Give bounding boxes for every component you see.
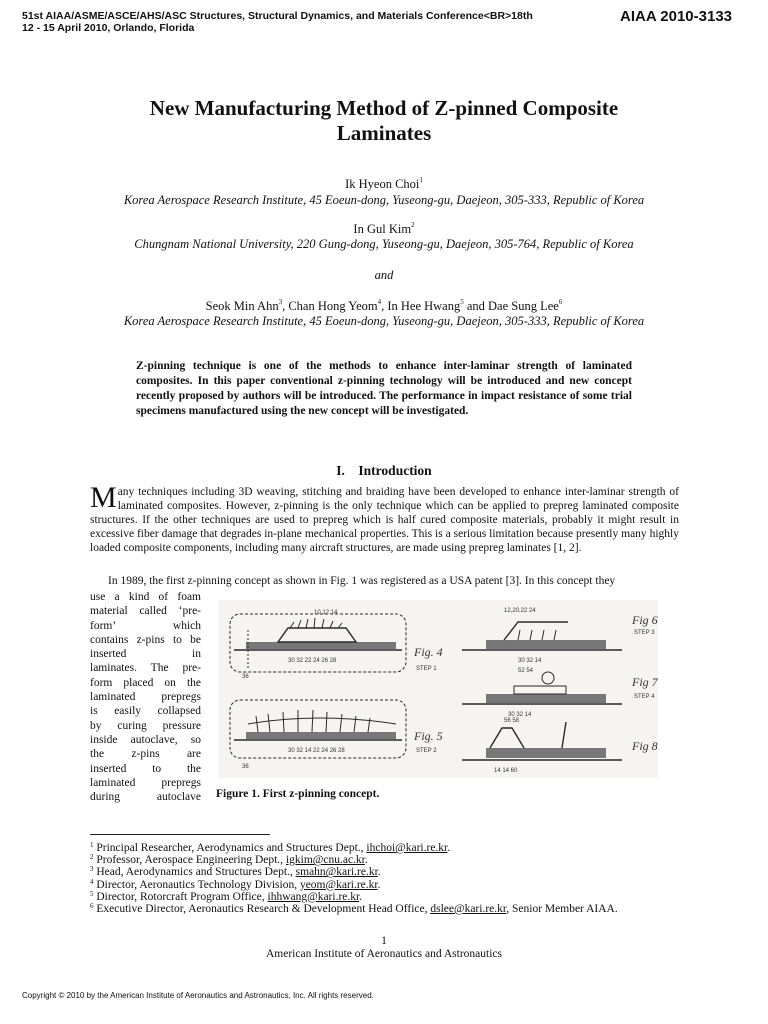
footnote-suffix: . [364, 854, 368, 867]
fig7-laminate [486, 694, 606, 703]
footnote-number: 3 [90, 865, 94, 874]
conference-header [22, 10, 533, 34]
author-2 [0, 222, 768, 237]
footnote-number: 4 [90, 877, 94, 886]
wrap-line: is easily collapsed [90, 705, 201, 718]
fig6-preform-peel [504, 622, 568, 640]
section-heading-introduction: I. Introduction [336, 463, 432, 478]
figure-1-patent-drawings [218, 600, 658, 778]
footnote-email-link[interactable]: ihchoi@kari.re.kr [366, 842, 448, 854]
author-6-name: and Dae Sung Lee [463, 299, 559, 313]
wrap-line: inserted to the [90, 762, 201, 775]
author-2-name: In Gul Kim [353, 222, 412, 236]
footnote-email-link[interactable]: ihhwang@kari.re.kr [267, 890, 360, 903]
paper-title [0, 96, 768, 146]
wrap-line: use a kind of foam [90, 591, 201, 603]
fig7-step: STEP 4 [634, 694, 655, 700]
fig5-step: STEP 2 [416, 748, 437, 754]
wrap-line: contains z-pins to be [90, 633, 201, 646]
intro-paragraph-1 [90, 481, 679, 556]
author-group-3-affiliation: Korea Aerospace Research Institute, 45 Eoeun-dong, Yuseong-gu, Daejeon, 305-333, Republic of Korea [123, 314, 645, 328]
author-6-sup: 6 [558, 298, 563, 306]
footnote-text: Principal Researcher, Aerodynamics and Structures Dept., [96, 842, 367, 854]
footnote-suffix: . [359, 890, 363, 903]
footnote-3 [90, 866, 618, 878]
wrap-line: laminates. The pre- [90, 662, 201, 675]
fig4-label-36: 36 [242, 674, 249, 680]
fig5-laminate [246, 732, 396, 739]
fig6-label: Fig 6 [632, 613, 658, 627]
footnote-number: 1 [90, 841, 94, 849]
wrap-line: inserted in [90, 648, 201, 661]
author-3-sup: 3 [278, 298, 283, 306]
fig8-peak [490, 728, 524, 748]
fig6-step: STEP 3 [634, 630, 655, 636]
footnote-1 [90, 842, 618, 854]
fig4-label-30: 30 32 22 24 26 28 [288, 658, 337, 664]
footnote-text: Professor, Aerospace Engineering Dept., [96, 854, 286, 867]
author-group-3 [0, 299, 768, 314]
fig8-label-56: 56 58 [504, 718, 520, 724]
footnote-number: 5 [90, 889, 94, 898]
intro-paragraph-2-line: In 1989, the first z-pinning concept as shown in Fig. 1 was registered as a USA patent [3]. In this concept they [108, 575, 616, 587]
fig4-label: Fig. 4 [414, 645, 443, 659]
footnote-suffix: . [377, 878, 381, 891]
page-number: 1 [381, 935, 387, 947]
fig5-label: Fig. 5 [414, 729, 443, 743]
author-1-name: Ik Hyeon Choi [345, 177, 420, 191]
conference-line-2: 12 - 15 April 2010, Orlando, Florida [22, 22, 195, 34]
footnote-suffix: . [377, 866, 381, 879]
fig7-preform [514, 686, 566, 694]
author-1-affiliation: Korea Aerospace Research Institute, 45 Eoeun-dong, Yuseong-gu, Daejeon, 305-333, Republic of Korea [123, 193, 645, 207]
footnotes [90, 842, 618, 915]
fig7-label-52: 52 54 [518, 668, 534, 674]
fig8-label: Fig 8 [632, 739, 658, 753]
figure-1-caption: Figure 1. First z-pinning concept. [216, 788, 380, 800]
fig4-label-12: 10 12 14 [314, 610, 338, 616]
footnote-number: 6 [90, 902, 94, 911]
patent-drawing-svg [218, 600, 658, 778]
footnote-2 [90, 854, 618, 866]
fig7-label: Fig 7 [632, 675, 658, 689]
wrap-line: by curing pressure [90, 719, 201, 732]
footnote-text: Executive Director, Aeronautics Research & Development Head Office, [96, 903, 431, 916]
title-line-2: Laminates [336, 121, 432, 145]
footnote-5 [90, 891, 618, 903]
footnote-text: Head, Aerodynamics and Structures Dept., [96, 866, 296, 879]
footnote-4 [90, 879, 618, 891]
footnote-email-link[interactable]: smahn@kari.re.kr [295, 866, 378, 879]
fig4-z-pins [290, 618, 342, 628]
footnote-rule [90, 834, 270, 835]
abstract: Z-pinning technique is one of the methods to enhance inter-laminar strength of laminated composites. In this paper conventional z-pinning technology will be introduced and new concept recently proposed by authors will be introduced. The performance in impact resistance of some trial specimens manufactured using the new concept will be investigated. [136, 360, 632, 417]
fig6-z-pins [518, 630, 556, 640]
fig4-preform [278, 628, 356, 642]
footnote-text: Director, Aeronautics Technology Division, [96, 878, 300, 891]
intro-wrap-column [90, 590, 201, 804]
fig7-roller [542, 672, 554, 684]
author-2-affiliation: Chungnam National University, 220 Gung-dong, Yuseong-gu, Daejeon, 305-764, Republic of Korea [134, 237, 634, 251]
fig5-z-pins [256, 710, 370, 732]
authors-and: and [374, 268, 394, 282]
author-1 [0, 177, 768, 192]
author-5-name: , In Hee Hwang [381, 299, 461, 313]
fig5-label-nums: 30 32 14 22 24 26 28 [288, 748, 345, 754]
wrap-line: form’ which [90, 619, 201, 632]
fig5-collapse [248, 718, 396, 724]
wrap-line: laminated prepregs [90, 691, 201, 704]
author-3-name: Seok Min Ahn [205, 299, 279, 313]
footnote-email-link[interactable]: igkim@cnu.ac.kr [285, 854, 365, 867]
author-4-name: , Chan Hong Yeom [282, 299, 378, 313]
author-5-sup: 5 [460, 298, 464, 306]
copyright-notice: Copyright © 2010 by the American Institute of Aeronautics and Astronautics, Inc. All rights reserved. [22, 991, 374, 1000]
fig6-laminate [486, 640, 606, 649]
wrap-line: inside autoclave, so [90, 733, 201, 746]
wrap-line: during autoclave [90, 791, 201, 804]
footnote-suffix: , Senior Member AIAA. [506, 903, 618, 916]
footnote-suffix: . [447, 842, 451, 854]
paper-id: AIAA 2010-3133 [620, 8, 733, 25]
author-1-sup: 1 [419, 176, 423, 184]
footnote-text: Director, Rotorcraft Program Office, [96, 890, 268, 903]
fig4-step: STEP 1 [416, 666, 437, 672]
wrap-line: laminated prepregs [90, 776, 201, 789]
footnote-email-link[interactable]: yeom@kari.re.kr [299, 878, 378, 891]
fig6-label-nums: 12,20,22 24 [504, 608, 536, 614]
fig7-label-nums: 30 32 14 [508, 712, 532, 718]
intro-paragraph-1-text: any techniques including 3D weaving, stitching and braiding have been developed to enhance inter-laminar strength of laminated composites. However, z-pinning is the only technique which can be applied to prepreg laminated composite structures. If the other techniques are used to prepreg which is half cured composite materials, probably it might result in excessive fiber damage that degrades in-plane mechanical properties. This is a serious limitation because presently many highly loaded composite components, including many aircraft structures, are made using prepreg laminates [1, 2]. [90, 486, 679, 554]
fig8-blade [562, 722, 566, 748]
footnote-6 [90, 903, 618, 915]
fig8-label-14: 14 14 60 [494, 768, 518, 774]
wrap-line: material called ‘pre- [90, 605, 201, 618]
title-line-1: New Manufacturing Method of Z-pinned Composite [149, 96, 619, 120]
fig4-laminate [246, 642, 396, 649]
footnote-email-link[interactable]: dslee@kari.re.kr [430, 903, 507, 916]
footer-organization: American Institute of Aeronautics and Astronautics [265, 948, 502, 960]
wrap-line: form placed on the [90, 676, 201, 689]
author-2-sup: 2 [411, 221, 415, 229]
footnote-number: 2 [90, 853, 94, 862]
wrap-line: the z-pins are [90, 748, 201, 761]
fig8-laminate [486, 748, 606, 758]
author-4-sup: 4 [377, 298, 382, 306]
fig6-label-30: 30 32 14 [518, 658, 542, 664]
conference-line-1: 51st AIAA/ASME/ASCE/AHS/ASC Structures, Structural Dynamics, and Materials Conference<BR>18th [22, 10, 533, 22]
fig5-label-36: 36 [242, 764, 249, 770]
drop-cap: M [90, 481, 117, 514]
